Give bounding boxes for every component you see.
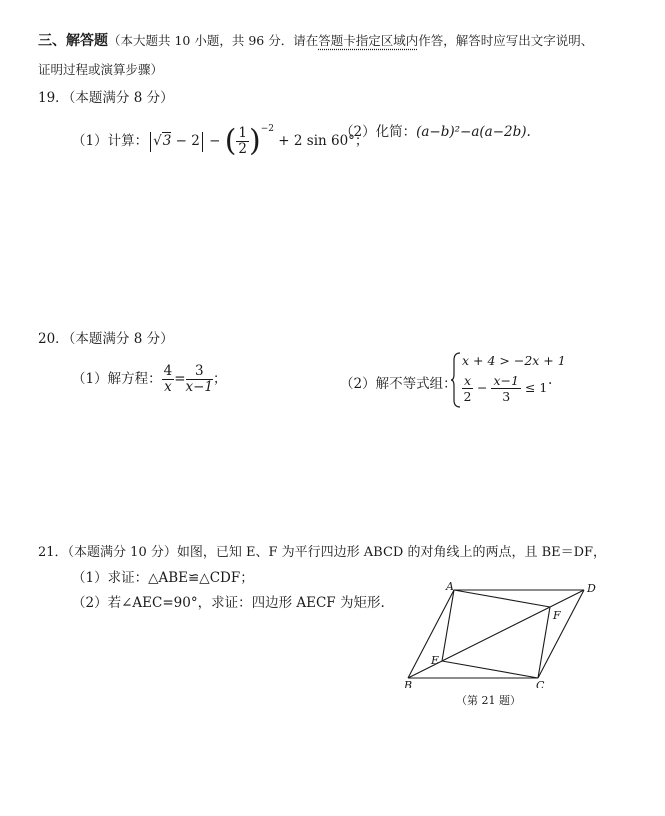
- section-note-dotted: 答题卡指定区域内: [318, 33, 419, 48]
- rhs-num: 3: [186, 364, 214, 380]
- q20-header: 20．（本题满分 8 分）: [38, 331, 174, 347]
- rhs-den: x−1: [185, 379, 214, 395]
- section-note-a: （本大题共 10 小题，共 96 分．请在: [108, 33, 319, 48]
- label-F: F: [553, 609, 561, 622]
- lhs-fraction: [162, 364, 175, 395]
- section-note-b: 作答，解答时应写出文字说明、: [418, 33, 594, 48]
- sys-fraction-1: [462, 373, 473, 404]
- segment-EC: [442, 661, 538, 678]
- half-num: 1: [238, 125, 247, 141]
- q19-minus2: − 2: [171, 133, 200, 149]
- section-title: 三、解答题: [38, 33, 108, 49]
- sys-f1-den: 2: [463, 389, 472, 404]
- abs-bar-right: [202, 132, 203, 152]
- q20-part1: [72, 364, 227, 395]
- q19-part1: [72, 112, 368, 158]
- q19-header: 19．（本题满分 8 分）: [38, 90, 174, 106]
- figure-caption: （第 21 题）: [456, 694, 521, 707]
- label-C: C: [536, 679, 545, 688]
- q21-part1: （1）求证：△ABE≌△CDF；: [72, 570, 254, 586]
- paren-right: ): [249, 123, 261, 159]
- section-note-line2: 证明过程或演算步骤）: [38, 62, 164, 77]
- label-D: D: [587, 582, 596, 595]
- sys-f2-den: 3: [502, 389, 511, 404]
- sys-fraction-2: [491, 373, 520, 404]
- lhs-den: x: [164, 379, 172, 395]
- system-line-1: x + 4 > −2x + 1: [462, 353, 566, 368]
- label-B: B: [404, 679, 413, 688]
- section-heading: [38, 30, 593, 50]
- lhs-num: 4: [163, 363, 173, 379]
- q19-tail: + 2 sin 60°；: [274, 133, 369, 149]
- system-brace: [450, 352, 462, 408]
- sqrt-radicand: 3: [162, 133, 172, 149]
- paren-left: (: [224, 123, 237, 159]
- sys-minus: −: [473, 380, 492, 395]
- q19-part1-label: （1）计算：: [72, 133, 149, 149]
- equals-sign: =: [174, 371, 186, 387]
- q21-figure: [398, 578, 598, 688]
- half-fraction: [236, 126, 249, 157]
- half-den: 2: [238, 141, 247, 157]
- label-A: A: [446, 580, 454, 593]
- label-E: E: [431, 654, 440, 667]
- sys-le: ≤ 1: [520, 380, 548, 395]
- q20-part1-label: （1）解方程：: [72, 371, 162, 387]
- q20-part1-end: ；: [213, 371, 227, 387]
- sys-f2-num: x−1: [493, 373, 519, 388]
- q20-part2-label: （2）解不等式组：: [340, 376, 457, 392]
- sqrt-sign: √: [153, 133, 162, 149]
- q19-mid: −: [204, 133, 225, 149]
- segment-AF: [454, 590, 550, 607]
- sys-f1-num: x: [464, 373, 472, 388]
- q19-part2: [340, 120, 531, 140]
- q21-header: 21．（本题满分 10 分）如图，已知 E、F 为平行四边形 ABCD 的对角线上的两点，且 BE＝DF，: [38, 545, 607, 560]
- rhs-fraction: [186, 364, 214, 395]
- q19-part2-label: （2）化简：: [340, 124, 417, 140]
- q21-part2: （2）若∠AEC=90°，求证：四边形 AECF 为矩形.: [72, 595, 385, 611]
- abs-bar-left: [150, 132, 151, 152]
- system-line-2: [462, 373, 547, 404]
- q19-part2-expr: (a−b)²−a(a−2b).: [416, 124, 531, 140]
- exponent: −2: [260, 124, 274, 134]
- q20-part2-end: .: [548, 372, 553, 388]
